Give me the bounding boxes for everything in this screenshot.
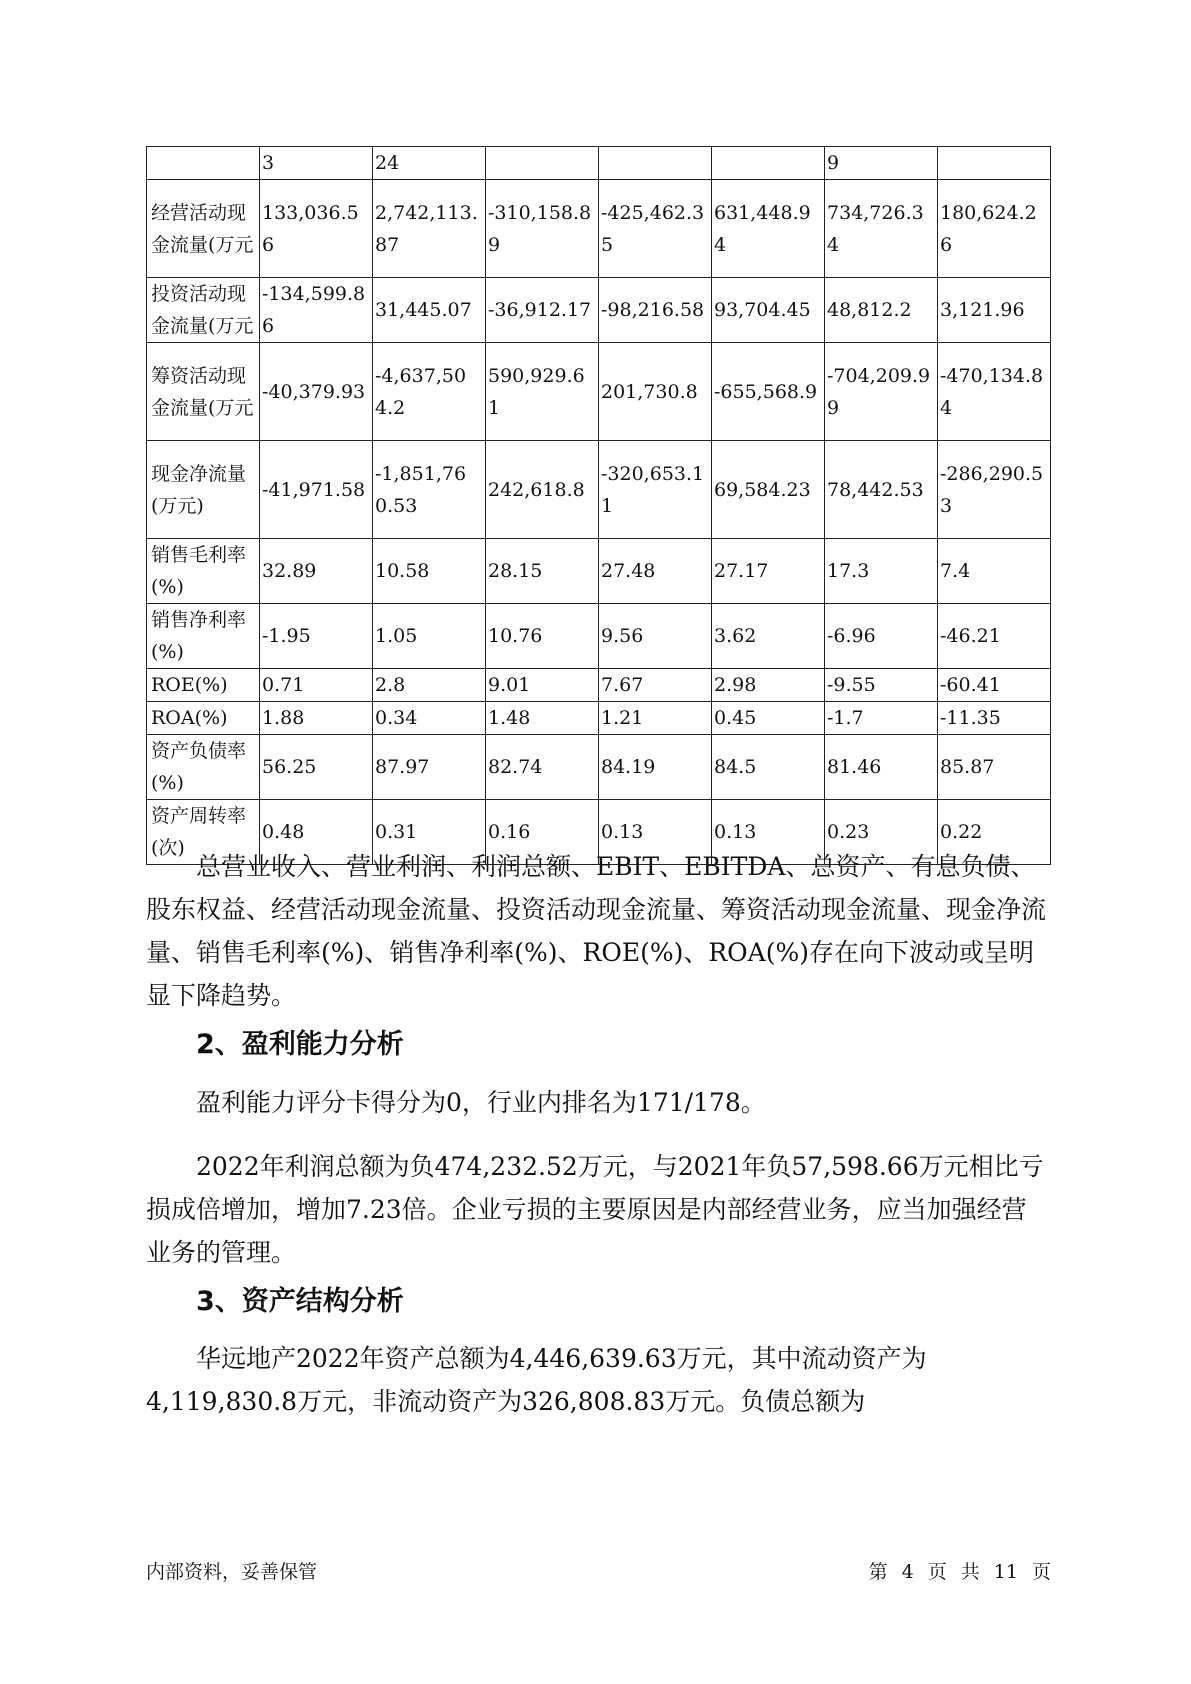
table-cell: 27.17 bbox=[712, 539, 825, 604]
table-cell: 734,726.34 bbox=[825, 180, 938, 278]
section-heading-asset-structure: 3、资产结构分析 bbox=[196, 1286, 404, 1317]
table-cell: -36,912.17 bbox=[486, 278, 599, 343]
row-label-cell: 筹资活动现金流量(万元 bbox=[147, 343, 260, 441]
table-cell: 590,929.61 bbox=[486, 343, 599, 441]
row-label-cell bbox=[147, 147, 260, 180]
table-cell: -40,379.93 bbox=[260, 343, 373, 441]
asset-structure-paragraph: 华远地产2022年资产总额为4,446,639.63万元，其中流动资产为4,119,830.8万元，非流动资产为326,808.83万元。负债总额为 bbox=[146, 1344, 927, 1416]
table-cell: 9.01 bbox=[486, 669, 599, 702]
page-unit: 页 bbox=[927, 1561, 947, 1583]
table-cell: 0.16 bbox=[486, 800, 599, 865]
table-row bbox=[147, 180, 1051, 278]
footer-confidential-note: 内部资料，妥善保管 bbox=[146, 1561, 318, 1583]
table-cell: 631,448.94 bbox=[712, 180, 825, 278]
table-cell: 0.34 bbox=[373, 702, 486, 735]
table-cell: -470,134.84 bbox=[938, 343, 1051, 441]
table-cell: -310,158.89 bbox=[486, 180, 599, 278]
total-unit: 页 bbox=[1031, 1561, 1051, 1583]
table-row bbox=[147, 147, 1051, 180]
row-label-cell: 现金净流量(万元) bbox=[147, 441, 260, 539]
table-cell: 1.05 bbox=[373, 604, 486, 669]
table-cell: 180,624.26 bbox=[938, 180, 1051, 278]
table-cell: 78,442.53 bbox=[825, 441, 938, 539]
table-cell: 24 bbox=[373, 147, 486, 180]
table-cell: -11.35 bbox=[938, 702, 1051, 735]
financial-table bbox=[146, 146, 1051, 865]
table-cell: 82.74 bbox=[486, 735, 599, 800]
table-cell: 0.13 bbox=[599, 800, 712, 865]
row-label-cell: 销售毛利率(%) bbox=[147, 539, 260, 604]
table-row bbox=[147, 278, 1051, 343]
table-cell: 9.56 bbox=[599, 604, 712, 669]
row-label-cell: 销售净利率(%) bbox=[147, 604, 260, 669]
table-cell: 201,730.8 bbox=[599, 343, 712, 441]
table-cell: 133,036.56 bbox=[260, 180, 373, 278]
section-heading-profitability: 2、盈利能力分析 bbox=[196, 1029, 404, 1060]
table-cell: 93,704.45 bbox=[712, 278, 825, 343]
table-cell: 10.76 bbox=[486, 604, 599, 669]
table-cell: -60.41 bbox=[938, 669, 1051, 702]
table-cell: -41,971.58 bbox=[260, 441, 373, 539]
table-cell: -98,216.58 bbox=[599, 278, 712, 343]
profitability-score-paragraph: 盈利能力评分卡得分为0，行业内排名为171/178。 bbox=[196, 1088, 766, 1117]
table-cell: 7.67 bbox=[599, 669, 712, 702]
table-cell: 1.21 bbox=[599, 702, 712, 735]
table-cell: 28.15 bbox=[486, 539, 599, 604]
table-row bbox=[147, 441, 1051, 539]
table-cell: 56.25 bbox=[260, 735, 373, 800]
table-cell: 0.13 bbox=[712, 800, 825, 865]
table-row bbox=[147, 702, 1051, 735]
row-label-cell: ROE(%) bbox=[147, 669, 260, 702]
table-cell: -704,209.99 bbox=[825, 343, 938, 441]
profit-loss-paragraph: 2022年利润总额为负474,232.52万元，与2021年负57,598.66万元相比亏损成倍增加，增加7.23倍。企业亏损的主要原因是内部经营业务，应当加强经营业务的管理。 bbox=[146, 1152, 1044, 1267]
table-cell: 17.3 bbox=[825, 539, 938, 604]
table-cell: 0.23 bbox=[825, 800, 938, 865]
table-cell: 9 bbox=[825, 147, 938, 180]
table-row bbox=[147, 669, 1051, 702]
table-cell: 7.4 bbox=[938, 539, 1051, 604]
table-cell: -46.21 bbox=[938, 604, 1051, 669]
table-cell: 3.62 bbox=[712, 604, 825, 669]
table-cell: 0.22 bbox=[938, 800, 1051, 865]
table-cell: -134,599.86 bbox=[260, 278, 373, 343]
table-cell: 69,584.23 bbox=[712, 441, 825, 539]
table-cell: 32.89 bbox=[260, 539, 373, 604]
table-cell: 0.31 bbox=[373, 800, 486, 865]
table-cell: -655,568.9 bbox=[712, 343, 825, 441]
table-cell: 2.8 bbox=[373, 669, 486, 702]
footer-page-number bbox=[855, 1557, 1051, 1584]
table-cell bbox=[712, 147, 825, 180]
row-label-cell: 资产负债率(%) bbox=[147, 735, 260, 800]
table-cell bbox=[938, 147, 1051, 180]
table-row bbox=[147, 343, 1051, 441]
table-cell: -1,851,760.53 bbox=[373, 441, 486, 539]
table-cell: 84.19 bbox=[599, 735, 712, 800]
table-cell: 1.48 bbox=[486, 702, 599, 735]
table-cell: 81.46 bbox=[825, 735, 938, 800]
page-num: 4 bbox=[901, 1561, 914, 1583]
table-cell: 84.5 bbox=[712, 735, 825, 800]
table-cell: 85.87 bbox=[938, 735, 1051, 800]
table-cell: 31,445.07 bbox=[373, 278, 486, 343]
table-cell: -425,462.35 bbox=[599, 180, 712, 278]
table-cell: -9.55 bbox=[825, 669, 938, 702]
table-cell bbox=[486, 147, 599, 180]
table-cell: -1.95 bbox=[260, 604, 373, 669]
table-cell bbox=[599, 147, 712, 180]
table-row bbox=[147, 539, 1051, 604]
table-row bbox=[147, 604, 1051, 669]
table-cell: 1.88 bbox=[260, 702, 373, 735]
table-cell: 87.97 bbox=[373, 735, 486, 800]
table-cell: 27.48 bbox=[599, 539, 712, 604]
total-num: 11 bbox=[993, 1561, 1018, 1583]
table-cell: -320,653.11 bbox=[599, 441, 712, 539]
page-prefix: 第 bbox=[868, 1561, 888, 1583]
table-row bbox=[147, 735, 1051, 800]
table-cell: 0.45 bbox=[712, 702, 825, 735]
table-cell: 2.98 bbox=[712, 669, 825, 702]
table-cell: 3 bbox=[260, 147, 373, 180]
summary-paragraph: 总营业收入、营业利润、利润总额、EBIT、EBITDA、总资产、有息负债、股东权益、经营活动现金流量、投资活动现金流量、筹资活动现金流量、现金净流量、销售毛利率(%)、销售净利率(%)、ROE(%)、ROA(%)存在向下波动或呈明显下降趋势。 bbox=[146, 852, 1047, 1010]
row-label-cell: 资产周转率(次) bbox=[147, 800, 260, 865]
table-cell: 242,618.8 bbox=[486, 441, 599, 539]
table-cell: -286,290.53 bbox=[938, 441, 1051, 539]
table-cell: -4,637,504.2 bbox=[373, 343, 486, 441]
table-cell: 10.58 bbox=[373, 539, 486, 604]
row-label-cell: 经营活动现金流量(万元 bbox=[147, 180, 260, 278]
table-cell: 3,121.96 bbox=[938, 278, 1051, 343]
table-cell: 0.48 bbox=[260, 800, 373, 865]
row-label-cell: ROA(%) bbox=[147, 702, 260, 735]
table-cell: -1.7 bbox=[825, 702, 938, 735]
table-cell: 0.71 bbox=[260, 669, 373, 702]
table-cell: 2,742,113.87 bbox=[373, 180, 486, 278]
row-label-cell: 投资活动现金流量(万元 bbox=[147, 278, 260, 343]
total-prefix: 共 bbox=[960, 1561, 980, 1583]
table-cell: -6.96 bbox=[825, 604, 938, 669]
table-cell: 48,812.2 bbox=[825, 278, 938, 343]
